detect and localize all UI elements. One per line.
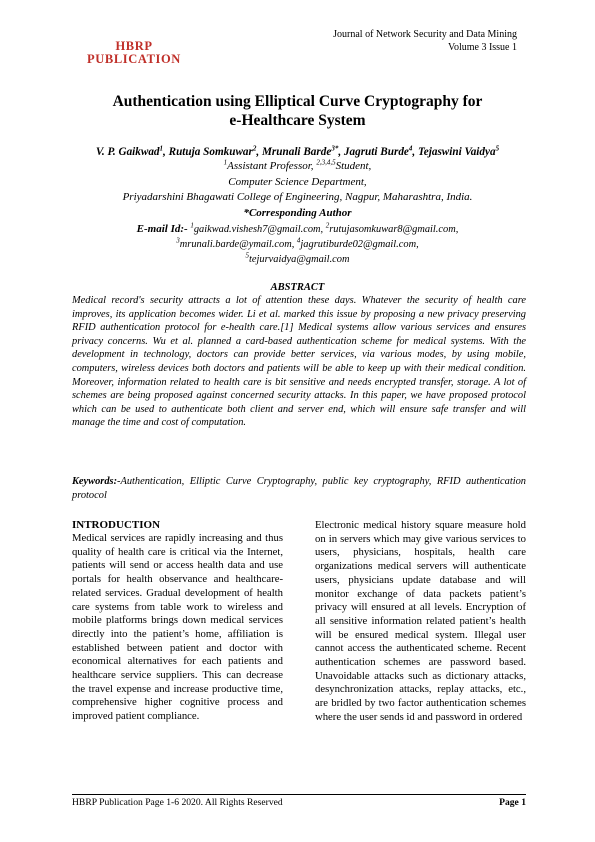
email-line-1 [60, 222, 535, 237]
introduction-heading: INTRODUCTION [72, 519, 161, 531]
abstract-text: Medical record's security attracts a lot of attention these days. Whatever the security of health care improves, its application becomes wider. Li et al. marked this issue by proposing a new privacy preserving RFID authentication protocol for e-health care.[1] Medical systems allow various services and ensures privacy concerns. Wu et al. planned a card-based authentication scheme for medical systems. With the development in technology, doctors can provide better services, via various modes, by using mobile, computers, wireless devices both doctors and patients will be able to keep up with their medical condition. Moreover, information related to health care is bit sensitive and needs encrypted transfer, storage. A lot of schemes are being proposed against concerned security attacks. In this paper, we have proposed protocol which can be used to authenticate both client and server end, which will ensure safe transfer and will manage the time and cost of computation. [72, 295, 526, 429]
footer-copyright: HBRP Publication Page 1-6 2020. All Rights Reserved [72, 797, 283, 808]
affiliation-block [40, 159, 555, 221]
paper-title [60, 92, 535, 130]
author-name: Jagruti Burde [343, 146, 409, 158]
page-number: Page 1 [499, 797, 526, 808]
corresponding-author: *Corresponding Author [243, 206, 352, 219]
email-link[interactable]: jagrutiburde02@gmail.com, [300, 239, 419, 250]
author-name: Rutuja Somkuwar [168, 146, 253, 158]
keywords [72, 475, 526, 502]
email-sup: 5 [245, 251, 250, 260]
journal-volume: Volume 3 Issue 1 [448, 41, 517, 53]
publisher-logo [82, 40, 186, 66]
author-sup: 4 [408, 144, 413, 153]
role-1: Assistant Professor, [227, 160, 317, 172]
author-sup: 3* [331, 144, 339, 153]
author-sup: 2 [252, 144, 257, 153]
email-sup: 3 [176, 236, 180, 245]
author-list: V. P. Gaikwad$^1$, Rutuja Somkuwar$^2$, Mrunali Barde$^{3*}$, Jagruti Burde$^4$, Tejaswini Vaidya$^5$ [95, 144, 500, 158]
author-name: Tejaswini Vaidya [417, 146, 496, 158]
email-link[interactable]: mrunali.barde@ymail.com, [179, 239, 295, 250]
author-name: V. P. Gaikwad [95, 146, 160, 158]
email-sup: 4 [296, 236, 301, 245]
introduction-right-text: Electronic medical history square measure hold on in servers which may give various services to users, physicians, hospitals, health care organizations medical servers will authenticate users, physicians update database and will monitor exchange of data packets patient’s privacy will ensured at all levels. Encryption of all sensitive information related patient’s health will be ensured medical system. Illegal user cannot access the authenticated scheme. Recent authentication schemes are password based. Unavoidable attacks such as dictionary attacks, desynchronization attacks, replay attacks, etc., are bridled by two factor authentication schemes where the user sends id and password in ordered [315, 519, 526, 723]
author-sup: 1 [159, 144, 164, 153]
email-block [60, 222, 535, 267]
right-column [315, 519, 526, 725]
footer-divider [72, 794, 526, 795]
email-line-3 [60, 252, 535, 267]
keywords-text: -Authentication, Elliptic Curve Cryptography, public key cryptography, RFID authentication protocol [72, 476, 526, 501]
affiliation-roles [40, 159, 555, 175]
role-sup: 1 [223, 158, 228, 167]
logo-line-2: PUBLICATION [87, 52, 181, 66]
email-sup: 1 [190, 221, 194, 230]
abstract-heading: ABSTRACT [270, 282, 325, 293]
email-link[interactable]: gaikwad.vishesh7@gmail.com, [193, 224, 324, 235]
email-label: E-mail Id:- [136, 223, 188, 235]
introduction-left-text: Medical services are rapidly increasing and thus quality of health care is critical via the Internet, patients will send or access health data and use portals for health observance and healthcare-related services. Gradual development of health care systems from table work to wireless and mobile platforms brings down medical services directly into the patient’s home, affiliation is established between patient and doctor with economical alternatives for each patients and healthcare service suppliers. This can decrease the travel expense and increase productive time, comprehensive higher cognitive process and improved patient compliance. [72, 532, 283, 723]
role-sup: 2,3,4,5 [316, 158, 336, 167]
email-sup: 2 [325, 221, 330, 230]
author-sup: 5 [495, 144, 500, 153]
title-line-2: e-Healthcare System [229, 112, 366, 129]
email-link[interactable]: tejurvaidya@gmail.com [249, 254, 350, 265]
journal-header [333, 29, 517, 54]
email-line-2 [60, 237, 535, 252]
author-name: Mrunali Barde [261, 146, 332, 158]
title-line-1: Authentication using Elliptical Curve Cryptography for [112, 93, 483, 110]
email-link[interactable]: rutujasomkuwar8@gmail.com, [329, 224, 459, 235]
college: Priyadarshini Bhagawati College of Engineering, Nagpur, Maharashtra, India. [122, 191, 473, 203]
logo-line-1: HBRP [115, 39, 153, 53]
keywords-label: Keywords: [72, 476, 118, 487]
journal-name: Journal of Network Security and Data Mining [333, 29, 517, 40]
department: Computer Science Department, [228, 175, 367, 188]
role-2: Student, [335, 160, 372, 172]
left-column [72, 519, 283, 724]
